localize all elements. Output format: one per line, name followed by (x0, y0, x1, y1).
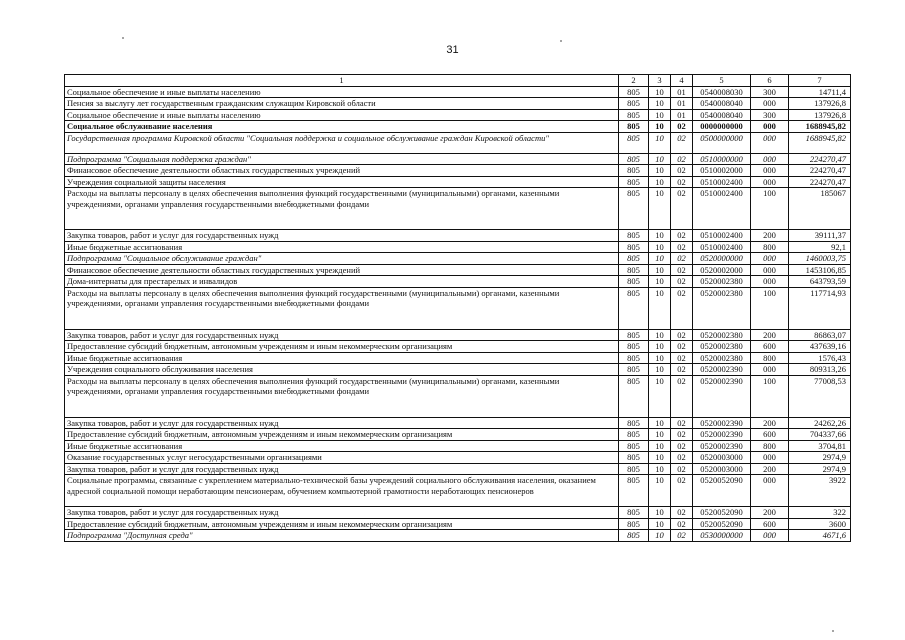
table-row (65, 463, 851, 475)
table-row (65, 230, 851, 242)
section-code-cell: 10 (649, 264, 671, 276)
subsection-code-cell: 02 (671, 507, 693, 519)
expense-type-cell: 000 (751, 176, 789, 188)
header-cell: 2 (619, 75, 649, 87)
amount-cell: 24262,26 (789, 417, 851, 429)
subsection-code-cell: 02 (671, 121, 693, 133)
expense-type-cell: 000 (751, 276, 789, 288)
row-name-cell: Предоставление субсидий бюджетным, автономным учреждениям и иным некоммерческим организациям (65, 429, 619, 441)
row-name-cell: Социальные программы, связанные с укреплением материально-технической базы учреждений социального обслуживания населения, оказанием адресной социальной помощи неработающим пенсионерам, обучением компьютерной грамотности неработающих пенсионеров (65, 475, 619, 507)
expense-type-cell: 000 (751, 153, 789, 165)
subsection-code-cell: 02 (671, 132, 693, 153)
section-code-cell: 10 (649, 230, 671, 242)
expense-type-cell: 200 (751, 417, 789, 429)
admin-code-cell: 805 (619, 153, 649, 165)
amount-cell: 3600 (789, 518, 851, 530)
admin-code-cell: 805 (619, 507, 649, 519)
table-row (65, 132, 851, 153)
target-article-cell: 0540008040 (693, 98, 751, 110)
subsection-code-cell: 02 (671, 153, 693, 165)
target-article-cell: 0520000000 (693, 253, 751, 265)
row-name-cell: Предоставление субсидий бюджетным, автономным учреждениям и иным некоммерческим организациям (65, 518, 619, 530)
row-name-cell: Дома-интернаты для престарелых и инвалидов (65, 276, 619, 288)
section-code-cell: 10 (649, 109, 671, 121)
section-code-cell: 10 (649, 165, 671, 177)
expense-type-cell: 000 (751, 121, 789, 133)
expense-type-cell: 000 (751, 98, 789, 110)
table-row (65, 530, 851, 542)
expense-type-cell: 000 (751, 264, 789, 276)
expense-type-cell: 600 (751, 341, 789, 353)
section-code-cell: 10 (649, 86, 671, 98)
section-code-cell: 10 (649, 530, 671, 542)
table-row (65, 440, 851, 452)
admin-code-cell: 805 (619, 429, 649, 441)
admin-code-cell: 805 (619, 86, 649, 98)
amount-cell: 322 (789, 507, 851, 519)
target-article-cell: 0510002000 (693, 165, 751, 177)
row-name-cell: Подпрограмма "Доступная среда" (65, 530, 619, 542)
amount-cell: 3922 (789, 475, 851, 507)
admin-code-cell: 805 (619, 341, 649, 353)
subsection-code-cell: 01 (671, 109, 693, 121)
page-number: 31 (446, 44, 459, 56)
admin-code-cell: 805 (619, 132, 649, 153)
section-code-cell: 10 (649, 121, 671, 133)
amount-cell: 117714,93 (789, 287, 851, 329)
section-code-cell: 10 (649, 253, 671, 265)
subsection-code-cell: 02 (671, 475, 693, 507)
subsection-code-cell: 02 (671, 463, 693, 475)
table-row (65, 176, 851, 188)
section-code-cell: 10 (649, 364, 671, 376)
subsection-code-cell: 02 (671, 452, 693, 464)
row-name-cell: Закупка товаров, работ и услуг для государственных нужд (65, 329, 619, 341)
row-name-cell: Социальное обеспечение и иные выплаты населению (65, 86, 619, 98)
admin-code-cell: 805 (619, 352, 649, 364)
admin-code-cell: 805 (619, 241, 649, 253)
target-article-cell: 0520002380 (693, 276, 751, 288)
target-article-cell: 0000000000 (693, 121, 751, 133)
subsection-code-cell: 02 (671, 364, 693, 376)
target-article-cell: 0540008040 (693, 109, 751, 121)
subsection-code-cell: 02 (671, 241, 693, 253)
table-row (65, 352, 851, 364)
expense-type-cell: 100 (751, 188, 789, 230)
section-code-cell: 10 (649, 176, 671, 188)
section-code-cell: 10 (649, 440, 671, 452)
expense-type-cell: 000 (751, 253, 789, 265)
amount-cell: 4671,6 (789, 530, 851, 542)
admin-code-cell: 805 (619, 253, 649, 265)
row-name-cell: Подпрограмма "Социальная поддержка граждан" (65, 153, 619, 165)
row-name-cell: Иные бюджетные ассигнования (65, 352, 619, 364)
admin-code-cell: 805 (619, 518, 649, 530)
section-code-cell: 10 (649, 452, 671, 464)
row-name-cell: Закупка товаров, работ и услуг для государственных нужд (65, 507, 619, 519)
table-row (65, 429, 851, 441)
amount-cell: 14711,4 (789, 86, 851, 98)
header-cell: 5 (693, 75, 751, 87)
admin-code-cell: 805 (619, 417, 649, 429)
table-row (65, 341, 851, 353)
section-code-cell: 10 (649, 329, 671, 341)
table-row (65, 264, 851, 276)
subsection-code-cell: 02 (671, 530, 693, 542)
row-name-cell: Финансовое обеспечение деятельности областных государственных учреждений (65, 165, 619, 177)
target-article-cell: 0530000000 (693, 530, 751, 542)
expense-type-cell: 000 (751, 530, 789, 542)
row-name-cell: Пенсия за выслугу лет государственным гражданским служащим Кировской области (65, 98, 619, 110)
target-article-cell: 0520002000 (693, 264, 751, 276)
admin-code-cell: 805 (619, 375, 649, 417)
table-row (65, 109, 851, 121)
target-article-cell: 0500000000 (693, 132, 751, 153)
table-row (65, 253, 851, 265)
amount-cell: 185067 (789, 188, 851, 230)
expense-type-cell: 800 (751, 440, 789, 452)
row-name-cell: Предоставление субсидий бюджетным, автономным учреждениям и иным некоммерческим организациям (65, 341, 619, 353)
target-article-cell: 0520052090 (693, 507, 751, 519)
header-cell: 3 (649, 75, 671, 87)
row-name-cell: Расходы на выплаты персоналу в целях обеспечения выполнения функций государственными (муниципальными) органами, казенными учреждениями, органами управления государственными внебюджетными фондами (65, 287, 619, 329)
table-row (65, 518, 851, 530)
table-row (65, 364, 851, 376)
scan-speck (560, 40, 562, 42)
subsection-code-cell: 01 (671, 86, 693, 98)
subsection-code-cell: 02 (671, 417, 693, 429)
admin-code-cell: 805 (619, 276, 649, 288)
header-cell: 7 (789, 75, 851, 87)
admin-code-cell: 805 (619, 287, 649, 329)
row-name-cell: Учреждения социальной защиты населения (65, 176, 619, 188)
target-article-cell: 0510002400 (693, 230, 751, 242)
section-code-cell: 10 (649, 463, 671, 475)
expense-type-cell: 100 (751, 375, 789, 417)
expense-type-cell: 000 (751, 132, 789, 153)
amount-cell: 39111,37 (789, 230, 851, 242)
row-name-cell: Закупка товаров, работ и услуг для государственных нужд (65, 463, 619, 475)
section-code-cell: 10 (649, 518, 671, 530)
row-name-cell: Иные бюджетные ассигнования (65, 440, 619, 452)
admin-code-cell: 805 (619, 109, 649, 121)
amount-cell: 224270,47 (789, 165, 851, 177)
amount-cell: 77008,53 (789, 375, 851, 417)
target-article-cell: 0520002390 (693, 417, 751, 429)
table-row (65, 329, 851, 341)
admin-code-cell: 805 (619, 121, 649, 133)
amount-cell: 1688945,82 (789, 132, 851, 153)
row-name-cell: Расходы на выплаты персоналу в целях обеспечения выполнения функций государственными (муниципальными) органами, казенными учреждениями, органами управления государственными внебюджетными фондами (65, 188, 619, 230)
table-row (65, 121, 851, 133)
expense-type-cell: 000 (751, 475, 789, 507)
admin-code-cell: 805 (619, 230, 649, 242)
section-code-cell: 10 (649, 98, 671, 110)
admin-code-cell: 805 (619, 475, 649, 507)
row-name-cell: Оказание государственных услуг негосударственными организациями (65, 452, 619, 464)
expense-type-cell: 300 (751, 109, 789, 121)
row-name-cell: Иные бюджетные ассигнования (65, 241, 619, 253)
admin-code-cell: 805 (619, 264, 649, 276)
subsection-code-cell: 02 (671, 352, 693, 364)
row-name-cell: Закупка товаров, работ и услуг для государственных нужд (65, 230, 619, 242)
row-name-cell: Подпрограмма "Социальное обслуживание граждан" (65, 253, 619, 265)
expense-type-cell: 200 (751, 230, 789, 242)
expense-type-cell: 000 (751, 364, 789, 376)
target-article-cell: 0540008030 (693, 86, 751, 98)
subsection-code-cell: 02 (671, 188, 693, 230)
section-code-cell: 10 (649, 341, 671, 353)
amount-cell: 704337,66 (789, 429, 851, 441)
table-row (65, 98, 851, 110)
amount-cell: 1576,43 (789, 352, 851, 364)
section-code-cell: 10 (649, 276, 671, 288)
amount-cell: 1453106,85 (789, 264, 851, 276)
scan-speck (122, 37, 124, 39)
expense-type-cell: 600 (751, 429, 789, 441)
amount-cell: 2974,9 (789, 452, 851, 464)
section-code-cell: 10 (649, 153, 671, 165)
table-row (65, 188, 851, 230)
subsection-code-cell: 02 (671, 276, 693, 288)
table-row (65, 452, 851, 464)
target-article-cell: 0510002400 (693, 241, 751, 253)
row-name-cell: Социальное обеспечение и иные выплаты населению (65, 109, 619, 121)
subsection-code-cell: 02 (671, 518, 693, 530)
expense-type-cell: 200 (751, 329, 789, 341)
target-article-cell: 0520002390 (693, 364, 751, 376)
amount-cell: 1460003,75 (789, 253, 851, 265)
expense-type-cell: 100 (751, 287, 789, 329)
target-article-cell: 0520002380 (693, 329, 751, 341)
amount-cell: 809313,26 (789, 364, 851, 376)
table-row (65, 165, 851, 177)
expense-type-cell: 000 (751, 452, 789, 464)
subsection-code-cell: 02 (671, 287, 693, 329)
header-cell: 1 (65, 75, 619, 87)
admin-code-cell: 805 (619, 165, 649, 177)
target-article-cell: 0520003000 (693, 452, 751, 464)
amount-cell: 137926,8 (789, 98, 851, 110)
target-article-cell: 0520002380 (693, 287, 751, 329)
row-name-cell: Закупка товаров, работ и услуг для государственных нужд (65, 417, 619, 429)
section-code-cell: 10 (649, 132, 671, 153)
expense-type-cell: 200 (751, 463, 789, 475)
admin-code-cell: 805 (619, 530, 649, 542)
target-article-cell: 0510002400 (693, 188, 751, 230)
subsection-code-cell: 02 (671, 375, 693, 417)
amount-cell: 643793,59 (789, 276, 851, 288)
subsection-code-cell: 02 (671, 440, 693, 452)
scan-speck (832, 630, 834, 632)
table-header-row (65, 75, 851, 87)
target-article-cell: 0520003000 (693, 463, 751, 475)
header-cell: 6 (751, 75, 789, 87)
section-code-cell: 10 (649, 507, 671, 519)
budget-table (64, 74, 851, 542)
target-article-cell: 0520002390 (693, 429, 751, 441)
amount-cell: 224270,47 (789, 153, 851, 165)
table-row (65, 287, 851, 329)
table-row (65, 475, 851, 507)
target-article-cell: 0520002390 (693, 440, 751, 452)
expense-type-cell: 200 (751, 507, 789, 519)
admin-code-cell: 805 (619, 452, 649, 464)
section-code-cell: 10 (649, 188, 671, 230)
table-row (65, 241, 851, 253)
subsection-code-cell: 02 (671, 253, 693, 265)
admin-code-cell: 805 (619, 440, 649, 452)
subsection-code-cell: 02 (671, 329, 693, 341)
expense-type-cell: 300 (751, 86, 789, 98)
section-code-cell: 10 (649, 352, 671, 364)
admin-code-cell: 805 (619, 463, 649, 475)
target-article-cell: 0510000000 (693, 153, 751, 165)
table-row (65, 417, 851, 429)
target-article-cell: 0520002390 (693, 375, 751, 417)
table-row (65, 375, 851, 417)
target-article-cell: 0520052090 (693, 518, 751, 530)
expense-type-cell: 800 (751, 352, 789, 364)
admin-code-cell: 805 (619, 364, 649, 376)
table-row (65, 153, 851, 165)
expense-type-cell: 800 (751, 241, 789, 253)
amount-cell: 437639,16 (789, 341, 851, 353)
section-code-cell: 10 (649, 429, 671, 441)
table-row (65, 276, 851, 288)
table-row (65, 507, 851, 519)
subsection-code-cell: 02 (671, 429, 693, 441)
section-code-cell: 10 (649, 417, 671, 429)
row-name-cell: Социальное обслуживание населения (65, 121, 619, 133)
target-article-cell: 0520052090 (693, 475, 751, 507)
section-code-cell: 10 (649, 241, 671, 253)
row-name-cell: Учреждения социального обслуживания населения (65, 364, 619, 376)
subsection-code-cell: 01 (671, 98, 693, 110)
header-cell: 4 (671, 75, 693, 87)
subsection-code-cell: 02 (671, 341, 693, 353)
expense-type-cell: 600 (751, 518, 789, 530)
subsection-code-cell: 02 (671, 176, 693, 188)
row-name-cell: Государственная программа Кировской области "Социальная поддержка и социальное обслуживание граждан Кировской области" (65, 132, 619, 153)
admin-code-cell: 805 (619, 329, 649, 341)
expense-type-cell: 000 (751, 165, 789, 177)
subsection-code-cell: 02 (671, 230, 693, 242)
amount-cell: 86863,07 (789, 329, 851, 341)
row-name-cell: Финансовое обеспечение деятельности областных государственных учреждений (65, 264, 619, 276)
amount-cell: 224270,47 (789, 176, 851, 188)
section-code-cell: 10 (649, 287, 671, 329)
subsection-code-cell: 02 (671, 165, 693, 177)
target-article-cell: 0510002400 (693, 176, 751, 188)
subsection-code-cell: 02 (671, 264, 693, 276)
row-name-cell: Расходы на выплаты персоналу в целях обеспечения выполнения функций государственными (муниципальными) органами, казенными учреждениями, органами управления государственными внебюджетными фондами (65, 375, 619, 417)
table-row (65, 86, 851, 98)
admin-code-cell: 805 (619, 188, 649, 230)
amount-cell: 2974,9 (789, 463, 851, 475)
admin-code-cell: 805 (619, 176, 649, 188)
target-article-cell: 0520002380 (693, 352, 751, 364)
amount-cell: 92,1 (789, 241, 851, 253)
target-article-cell: 0520002380 (693, 341, 751, 353)
admin-code-cell: 805 (619, 98, 649, 110)
section-code-cell: 10 (649, 375, 671, 417)
amount-cell: 3704,81 (789, 440, 851, 452)
amount-cell: 137926,8 (789, 109, 851, 121)
section-code-cell: 10 (649, 475, 671, 507)
amount-cell: 1688945,82 (789, 121, 851, 133)
